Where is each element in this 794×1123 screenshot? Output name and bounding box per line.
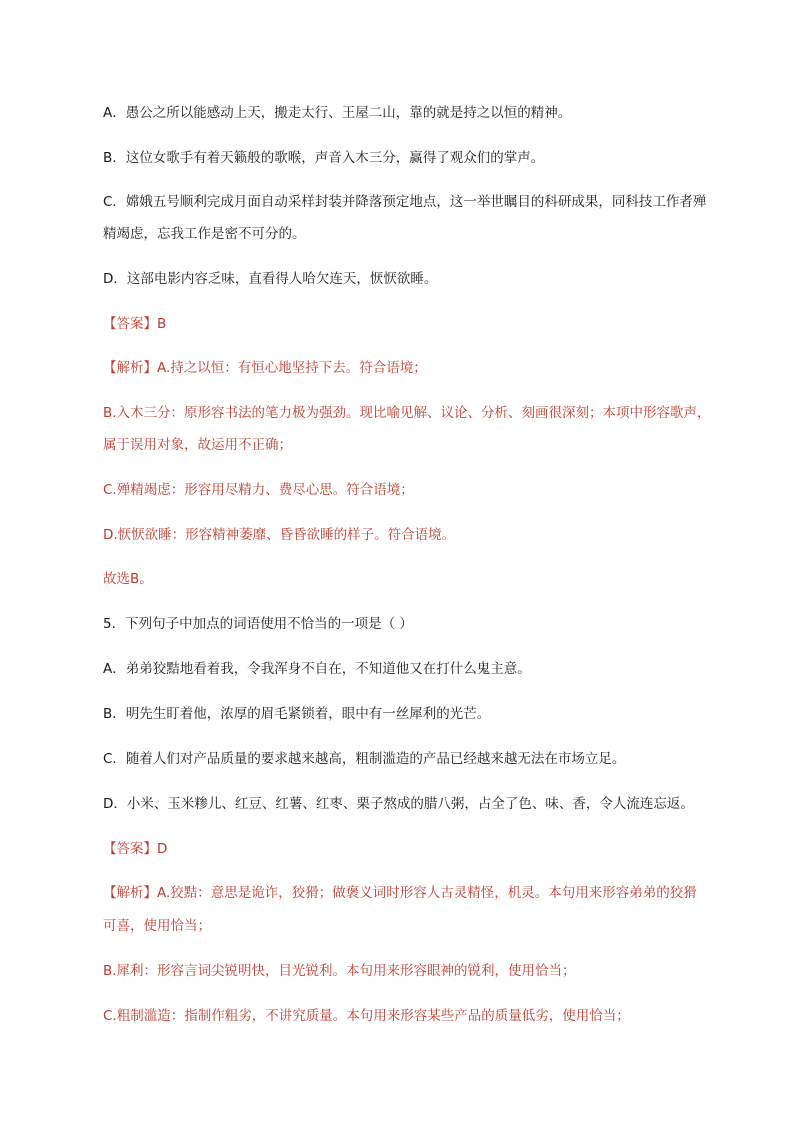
q5-option-d: D．小米、玉米糁儿、红豆、红薯、红枣、栗子熬成的腊八粥，占全了色、味、香，令人流连忘返。 — [103, 796, 694, 812]
q4-answer-value: B — [157, 316, 167, 332]
q5-analysis-a — [103, 884, 697, 902]
q5-option-b: B．明先生盯着他，浓厚的眉毛紧锁着，眼中有一丝犀利的光芒。 — [103, 706, 491, 722]
q4-option-c: C．嫦娥五号顺利完成月面自动采样封装并降落预定地点，这一举世瞩目的科研成果，同科技工作者殚 — [103, 194, 707, 210]
q5-analysis-a-text: A.狡黠：意思是诡诈，狡猾；做褒义词时形容人古灵精怪，机灵。本句用来形容弟弟的狡猾 — [157, 885, 697, 901]
q4-option-b: B．这位女歌手有着天籁般的歌喉，声音入木三分，赢得了观众们的掌声。 — [103, 150, 545, 166]
q4-analysis-b-continued: 属于误用对象，故运用不正确； — [103, 437, 292, 453]
q4-answer — [103, 315, 166, 333]
q5-option-a: A．弟弟狡黠地看着我，令我浑身不自在，不知道他又在打什么鬼主意。 — [103, 661, 531, 677]
q5-answer-tag: 【答案】 — [103, 841, 157, 857]
q5-answer-value: D — [157, 841, 168, 857]
q5-stem: 5．下列句子中加点的词语使用不恰当的一项是（ ） — [103, 616, 413, 632]
q4-option-d: D．这部电影内容乏味，直看得人哈欠连天，恹恹欲睡。 — [103, 271, 438, 287]
q4-analysis-d: D.恹恹欲睡：形容精神萎靡、昏昏欲睡的样子。符合语境。 — [103, 527, 456, 543]
q5-option-c: C．随着人们对产品质量的要求越来越高，粗制滥造的产品已经越来越无法在市场立足。 — [103, 751, 626, 767]
q5-analysis-b: B.犀利：形容言词尖锐明快，目光锐利。本句用来形容眼神的锐利，使用恰当； — [103, 963, 576, 979]
q5-analysis-a-continued: 可喜，使用恰当； — [103, 918, 211, 934]
q5-analysis-tag: 【解析】 — [103, 885, 157, 901]
q4-option-a: A．愚公之所以能感动上天，搬走太行、王屋二山，靠的就是持之以恒的精神。 — [103, 105, 572, 121]
q4-option-c-continued: 精竭虑，忘我工作是密不可分的。 — [103, 226, 306, 242]
q5-analysis-c: C.粗制滥造：指制作粗劣，不讲究质量。本句用来形容某些产品的质量低劣，使用恰当； — [103, 1008, 630, 1024]
q4-analysis-a — [103, 359, 427, 377]
q4-conclusion: 故选B。 — [103, 571, 153, 587]
q5-answer — [103, 840, 167, 858]
q4-analysis-a-text: A.持之以恒：有恒心地坚持下去。符合语境； — [157, 360, 427, 376]
q4-analysis-b: B.入木三分：原形容书法的笔力极为强劲。现比喻见解、议论、分析、刻画很深刻；本项中形容歌声， — [103, 405, 711, 421]
q4-analysis-c: C.殚精竭虑：形容用尽精力、费尽心思。符合语境； — [103, 482, 414, 498]
q4-analysis-tag: 【解析】 — [103, 360, 157, 376]
q4-answer-tag: 【答案】 — [103, 316, 157, 332]
